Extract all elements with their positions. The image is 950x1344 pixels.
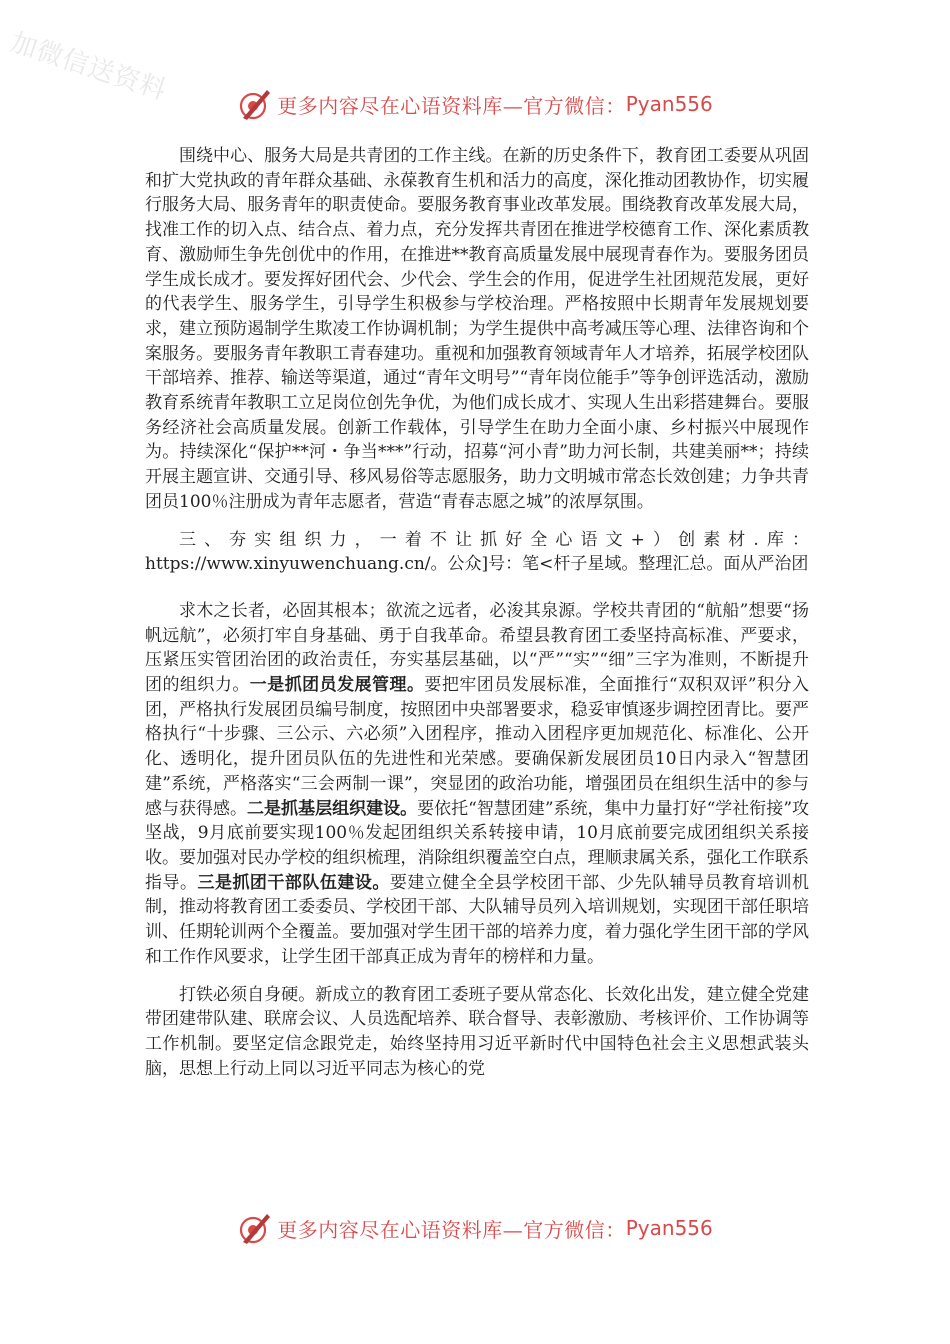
banner-text: 更多内容尽在心语资料库—官方微信： — [277, 1217, 626, 1242]
paragraph-service: 围绕中心、服务大局是共青团的工作主线。在新的历史条件下，教育团工委要从巩固和扩大党执政的青年群众基础、永葆教育生机和活力的高度，深化推动团教协作，切实履行服务大局、服务青年的职责使命。要服务教育事业改革发展。围绕教育改革发展大局，找准工作的切入点、结合点、着力点，充分发挥共青团在推进学校德育工作、深化素质教育、激励师生争先创优中的作用，在推进**教育高质量发展中展现青春作为。要服务团员学生成长成才。要发挥好团代会、少代会、学生会的作用，促进学生社团规范发展，更好的代表学生、服务学生，引导学生积极参与学校治理。严格按照中长期青年发展规划要求，建立预防遏制学生欺凌工作协调机制；为学生提供中高考减压等心理、法律咨询和个案服务。要服务青年教职工青春建功。重视和加强教育领域青年人才培养，拓展学校团队干部培养、推荐、输送等渠道，通过“青年文明号”“青年岗位能手”等争创评选活动，激励教育系统青年教职工立足岗位创先争优，为他们成长成才、实现人生出彩搭建舞台。要服务经济社会高质量发展。创新工作载体，引导学生在助力全面小康、乡村振兴中展现作为。持续深化“保护**河・争当***”行动，招募“河小青”助力河长制，共建美丽**；持续开展主题宣讲、交通引导、移风易俗等志愿服务，助力文明城市常态长效创建；力争共青团员100％注册成为青年志愿者，营造“青春志愿之城”的浓厚氛围。 — [145, 146, 809, 512]
highlight-grassroots: 二是抓基层组织建设。 — [247, 798, 418, 819]
pen-logo-icon — [237, 86, 273, 122]
banner-wechat-id: Pyan556 — [625, 92, 713, 116]
text-span: 要依托“智慧团建”系统，集中力量打好“学社衔接”攻坚战，9月底前要实现100％发起团组织关系转接申请，10月底前要完成团组织关系接收。要加强对民办学校的组织梳理，消除组织覆盖空白点，理顺隶属关系，强化工作联系指导。 — [145, 798, 810, 893]
watermark: 加微信送资料 — [6, 27, 171, 107]
header-banner — [0, 84, 950, 124]
footer-banner — [0, 1208, 950, 1248]
document-body — [145, 144, 809, 1081]
highlight-member-development: 一是抓团员发展管理。 — [249, 675, 425, 696]
text-span: 要建立健全全县学校团干部、少先队辅导员教育培训机制，推动将教育团工委委员、学校团干部、大队辅导员列入培训规划，实现团干部任职培训、任期轮训两个全覆盖。要加强对学生团干部的培养力度，着力强化学生团干部的学风和工作作风要求，让学生团干部真正成为青年的榜样和力量。 — [145, 872, 810, 967]
banner-wechat-id: Pyan556 — [625, 1216, 713, 1240]
text-span: 要把牢团员发展标准，全面推行“双积双评”积分入团，严格执行发展团员编号制度，按照团中央部署要求，稳妥审慎逐步调控团青比。要严格执行“十步骤、三公示、六必须”入团程序，推动入团程序更加规范化、标准化、公开化、透明化，提升团员队伍的先进性和光荣感。要确保新发展团员10日内录入“智慧团建”系统，严格落实“三会两制一课”，突显团的政治功能，增强团员在组织生活中的参与感与获得感。 — [145, 675, 809, 819]
paragraph-organization — [145, 599, 809, 970]
paragraph-self-strength: 打铁必须自身硬。新成立的教育团工委班子要从常态化、长效化出发，建立健全党建带团建带队建、联席会议、人员选配培养、联合督导、表彰激励、考核评价、工作协调等工作机制。要坚定信念跟党走，始终坚持用习近平新时代中国特色社会主义思想武装头脑，思想上行动上同以习近平同志为核心的党 — [145, 984, 809, 1079]
section-heading-3: 三、夯实组织力，一着不让抓好全心语文+）创素材.库：https://www.xinyuwenchuang.cn/。公众]号：笔<杆子星域。整理汇总。面从严治团 — [145, 529, 809, 575]
text-span: 求木之长者，必固其根本；欲流之远者，必浚其泉源。学校共青团的“航船”想要“扬帆远航”，必须打牢自身基础、勇于自我革命。希望县教育团工委坚持高标准、严要求，压紧压实管团治团的政治责任，夯实基层基础，以“严”“实”“细”三字为准则，不断提升团的组织力。 — [145, 600, 809, 696]
pen-logo-icon — [237, 1210, 273, 1246]
highlight-cadres: 三是抓团干部队伍建设。 — [197, 872, 390, 893]
banner-text: 更多内容尽在心语资料库—官方微信： — [277, 93, 626, 118]
